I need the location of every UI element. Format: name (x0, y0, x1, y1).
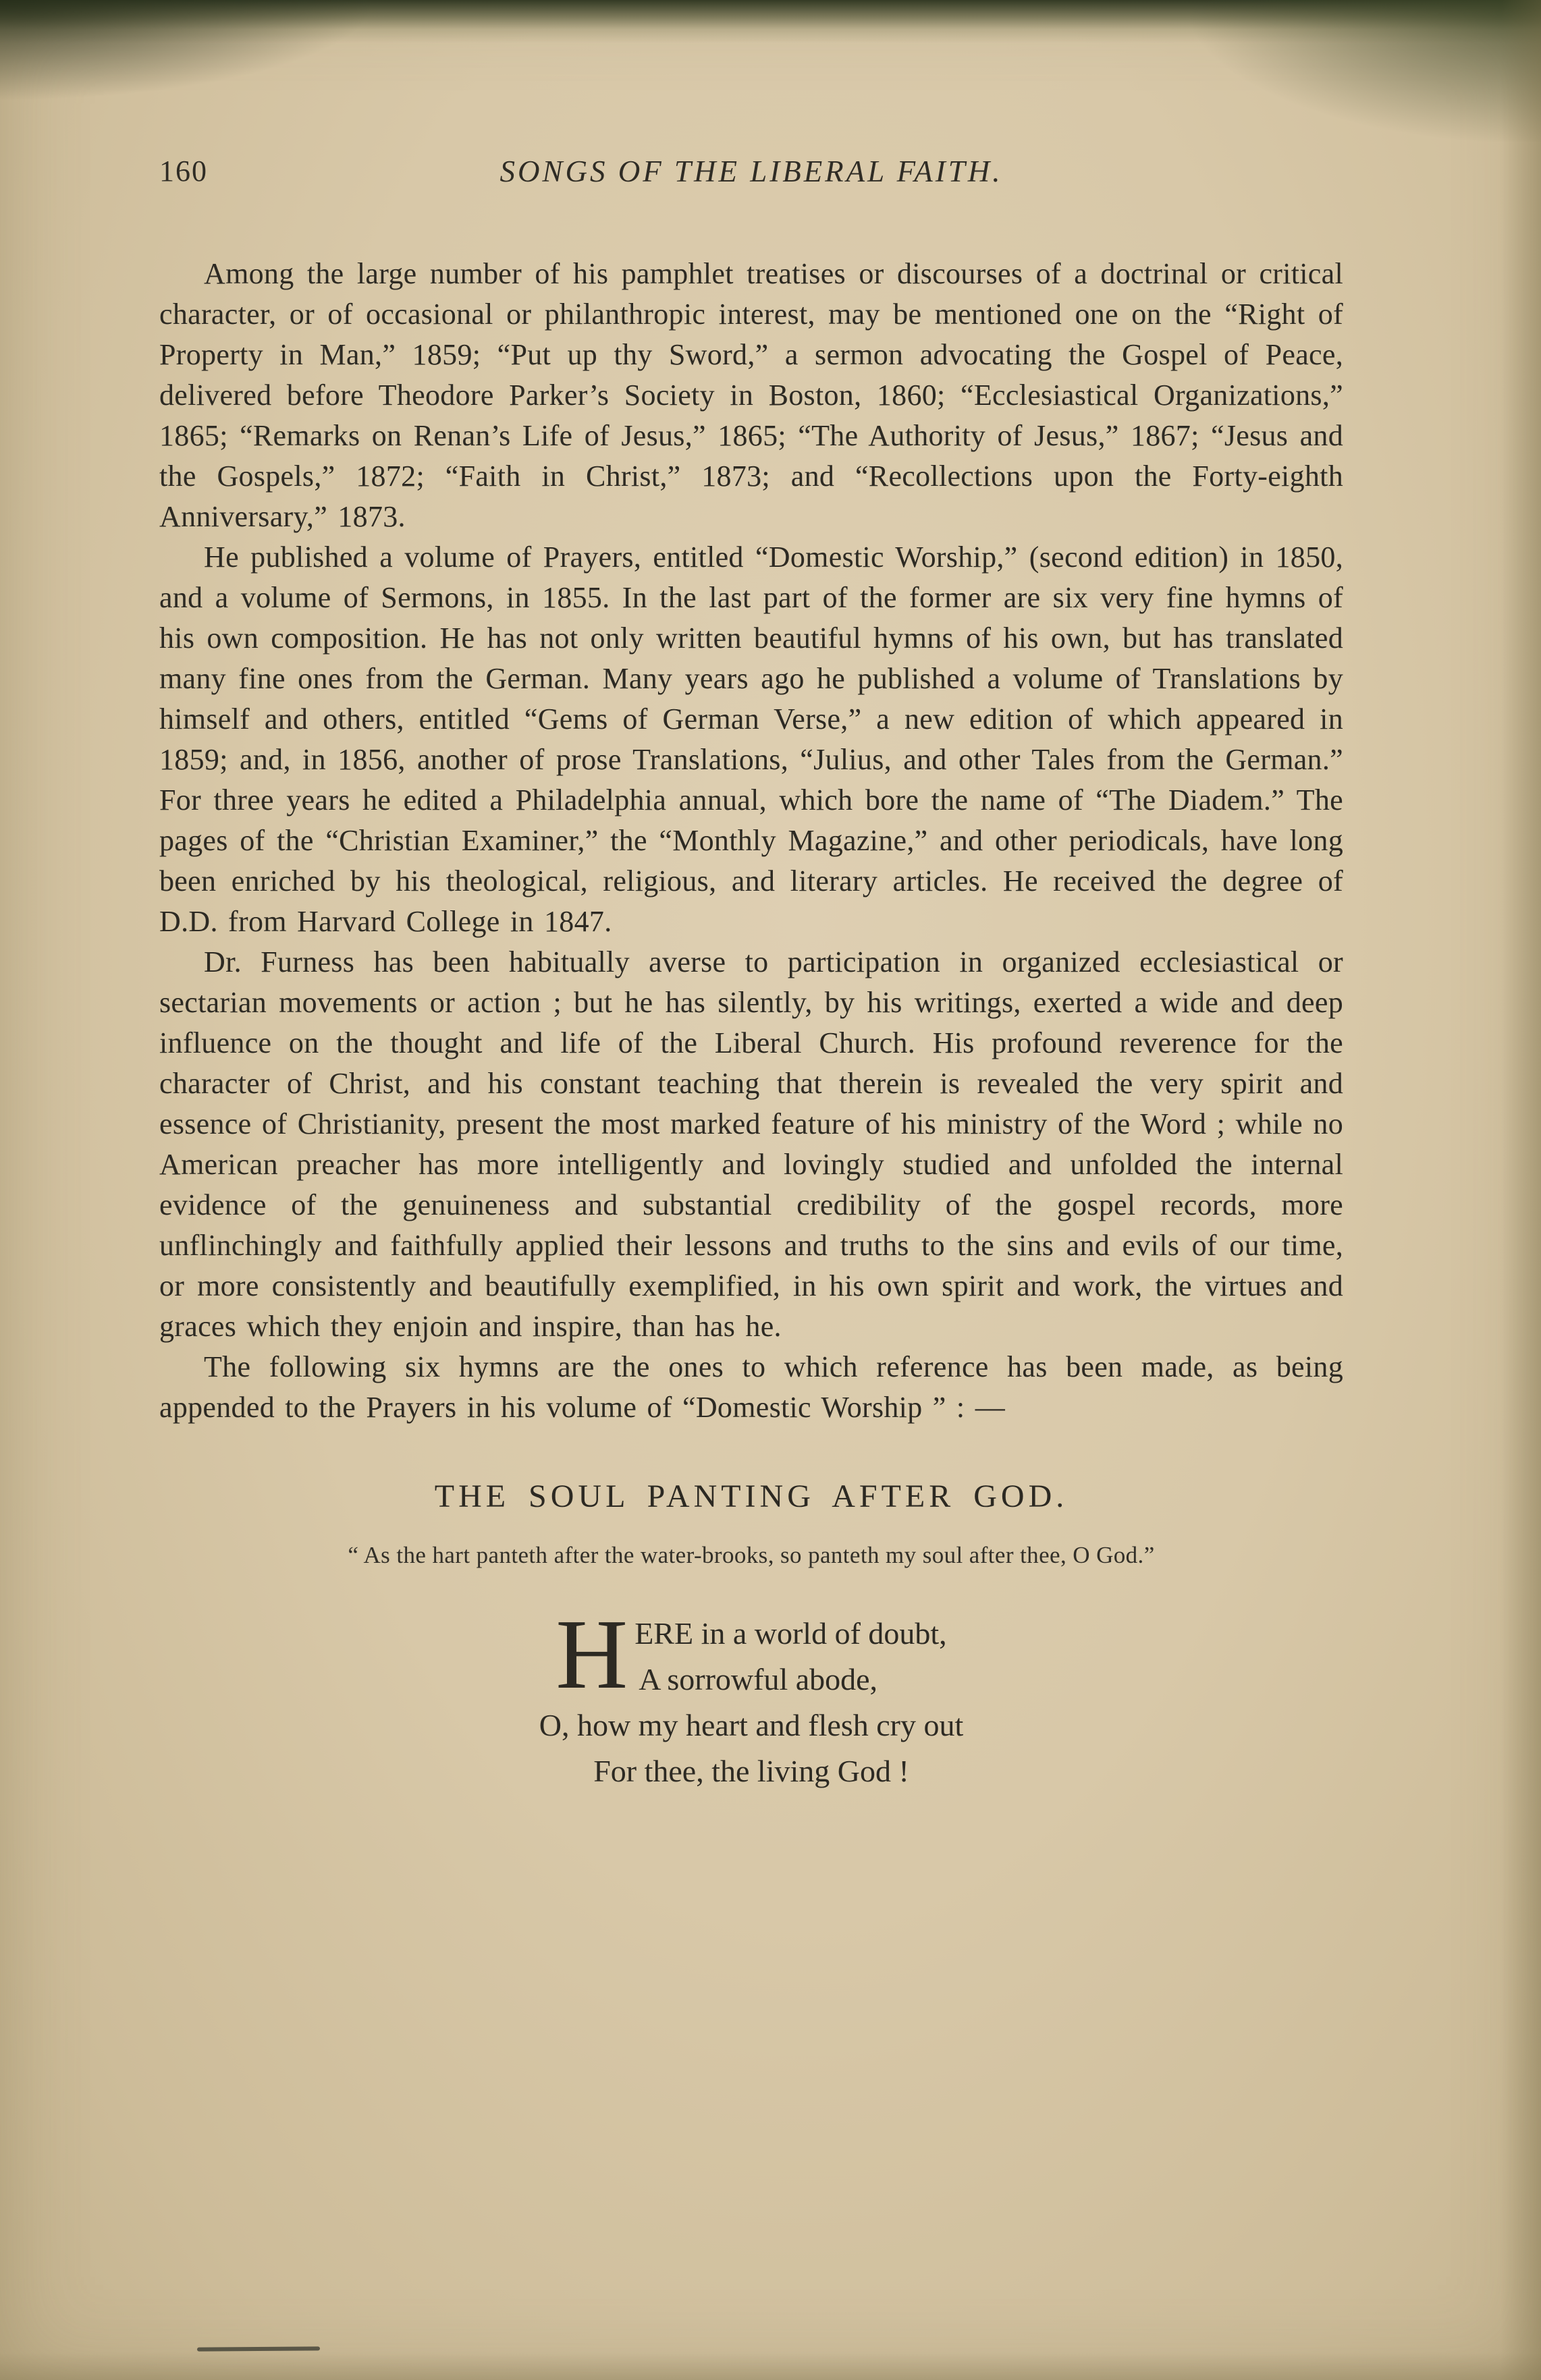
text-block (159, 254, 1343, 1794)
hymn-line-3: O, how my heart and flesh cry out (539, 1708, 964, 1742)
paragraph-character: Dr. Furness has been habitually averse to participation in organized ecclesiastical or sectarian movements or action ; but he has silently, by his writings, exerted a wide and deep influence on the thought and life of the Liberal Church. His profound reverence for the character of Christ, and his constant teaching that therein is revealed the very spirit and essence of Christianity, present the most marked feature of his ministry of the Word ; while no American preacher has more intelligently and lovingly studied and unfolded the internal evidence of the genuineness and substantial credibility of the gospel records, more unflinchingly and faithfully applied their lessons and truths to the sins and evils of our time, or more consistently and beautifully exemplified, in his own spirit and work, the virtues and graces which they enjoin and inspire, than has he. (159, 945, 1343, 1343)
hymn-title: THE SOUL PANTING AFTER GOD. (434, 1478, 1069, 1514)
drop-cap: H (556, 1599, 628, 1710)
scan-edge-shadow-top (0, 0, 1541, 43)
page-header (159, 154, 1343, 196)
hymn-line-2: A sorrowful abode, (639, 1662, 878, 1696)
page-number: 160 (159, 155, 208, 188)
running-header-title: SONGS OF THE LIBERAL FAITH. (499, 155, 1003, 188)
scan-edge-shadow-bottom (0, 2353, 1541, 2380)
hymn-opening-lines (556, 1599, 947, 1710)
hymn-epigraph: “ As the hart panteth after the water-brooks, so panteth my soul after thee, O God.” (348, 1542, 1155, 1568)
paragraph-publications: He published a volume of Prayers, entitled “Domestic Worship,” (second edition) in 1850, and a volume of Sermons, in 1855. In the last part of the former are six very fine hymns of his own composition. He has not only written beautiful hymns of his own, but has translated many fine ones from the German. Many years ago he published a volume of Translations by himself and others, entitled “Gems of German Verse,” a new edition of which appeared in 1859; and, in 1856, another of prose Translations, “Julius, and other Tales from the German.” For three years he edited a Philadelphia annual, which bore the name of “The Diadem.” The pages of the “Christian Examiner,” the “Monthly Magazine,” and other periodicals, have long been enriched by his theological, religious, and literary articles. He received the degree of D.D. from Harvard College in 1847. (159, 541, 1343, 938)
hymn-stanza (159, 1599, 1343, 1794)
hymn-open-lines-column (634, 1611, 947, 1703)
paragraph-hymns-intro: The following six hymns are the ones to which reference has been made, as being appended to the Prayers in his volume of “Domestic Worship ” : — (159, 1350, 1343, 1424)
scan-edge-shadow-top-left (0, 0, 378, 101)
hymn-line-1: ERE in a world of doubt, (634, 1616, 947, 1651)
scan-edge-shadow-top-right (1190, 0, 1541, 142)
paragraph-pamphlets: Among the large number of his pamphlet treatises or discourses of a doctrinal or critical character, or of occasional or philanthropic interest, may be mentioned one on the “Right of Property in Man,” 1859; “Put up thy Sword,” a sermon advocating the Gospel of Peace, delivered before Theodore Parker’s Society in Boston, 1860; “Ecclesiastical Organizations,” 1865; “Remarks on Renan’s Life of Jesus,” 1865; “The Authority of Jesus,” 1867; “Jesus and the Gospels,” 1872; “Faith in Christ,” 1873; and “Recollections upon the Forty-eighth Anniversary,” 1873. (159, 257, 1343, 533)
hymn-line-4: For thee, the living God ! (593, 1754, 909, 1788)
scan-edge-shadow-right (1501, 0, 1541, 2380)
scan-artifact-line (197, 2346, 320, 2351)
